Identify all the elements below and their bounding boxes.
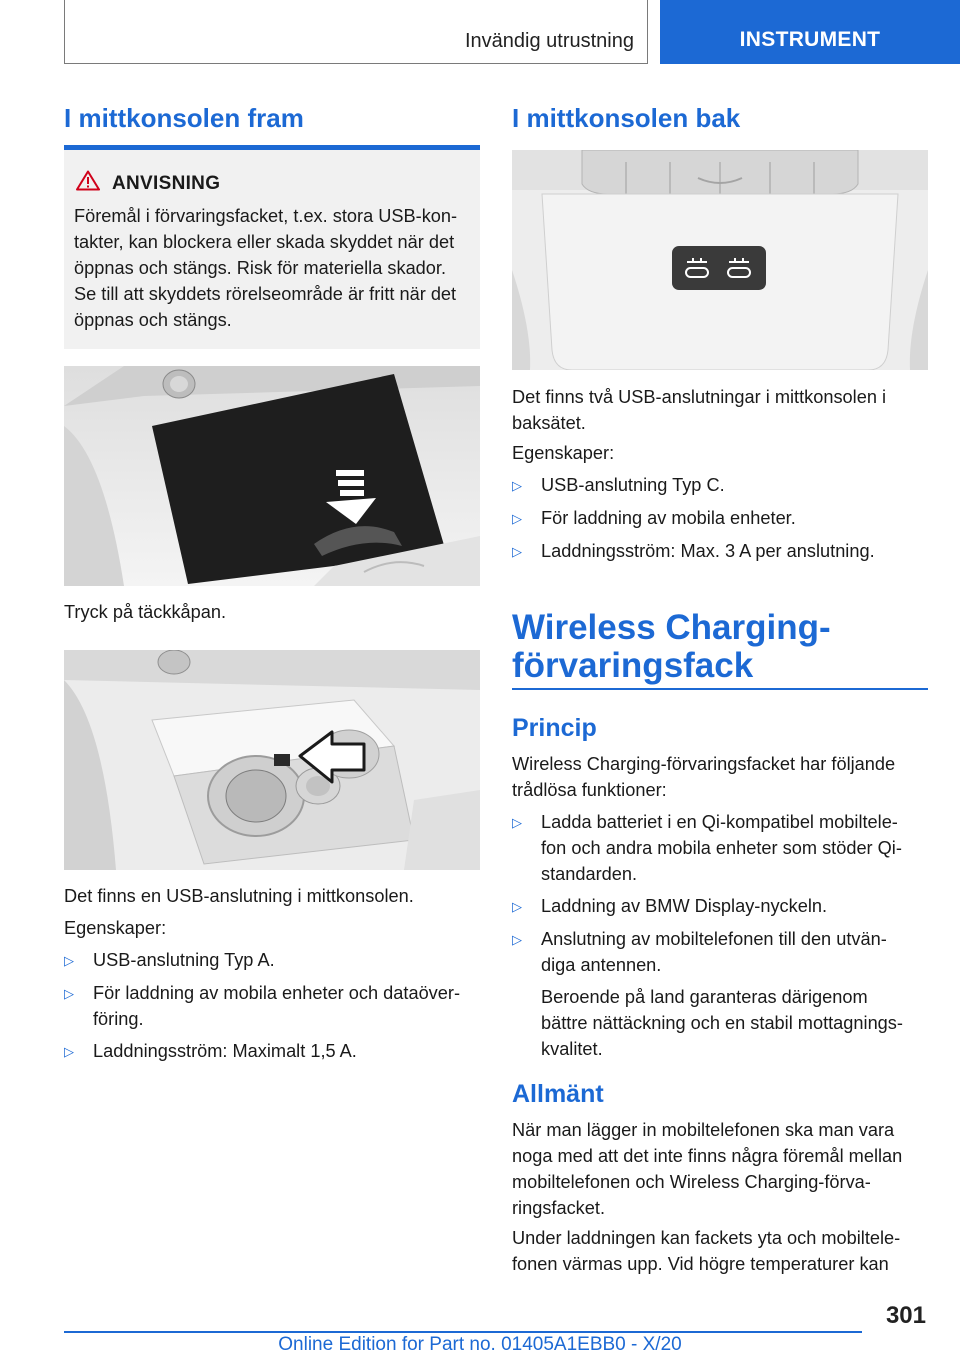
notice-header bbox=[76, 170, 472, 197]
list-item bbox=[64, 1038, 480, 1065]
caption-line: baksätet. bbox=[512, 413, 586, 433]
list-item bbox=[64, 947, 480, 974]
caption-press-cover: Tryck på täckkåpan. bbox=[64, 602, 227, 622]
notice-box bbox=[64, 150, 480, 349]
bullet-line: Ladda batteriet i en Qi-kompatibel mobiltele- bbox=[541, 812, 898, 832]
notice-text bbox=[74, 203, 472, 333]
bullet-line: För laddning av mobila enheter. bbox=[541, 508, 796, 528]
bullet-line: fon och andra mobila enheter som stöder Qi- bbox=[541, 838, 902, 858]
header-section-title: Invändig utrustning bbox=[464, 30, 634, 52]
bullet-line: USB-anslutning Typ C. bbox=[541, 475, 725, 495]
triangle-bullet-icon: ▷ bbox=[512, 899, 522, 914]
text-line: När man lägger in mobiltelefonen ska man vara bbox=[512, 1120, 895, 1140]
bullet-subparagraph bbox=[541, 984, 903, 1062]
bullet-line: Laddningsström: Maximalt 1,5 A. bbox=[93, 1041, 357, 1061]
text-line: Wireless Charging-förvaringsfacket har följande bbox=[512, 754, 896, 774]
notice-line: takter, kan blockera eller skada skyddet när det bbox=[74, 232, 455, 252]
list-item bbox=[512, 926, 928, 1062]
allmant-paragraph-2 bbox=[512, 1225, 900, 1277]
text-line: fonen värmas upp. Vid högre temperaturer kan bbox=[512, 1254, 889, 1274]
triangle-bullet-icon: ▷ bbox=[64, 1044, 74, 1059]
bullet-line: För laddning av mobila enheter och dataöver- bbox=[93, 983, 461, 1003]
list-item bbox=[64, 980, 480, 1032]
warning-icon bbox=[76, 170, 112, 197]
notice-line: Se till att skyddets rörelseområde är fritt när det bbox=[74, 284, 457, 304]
caption-line: Det finns två USB-anslutningar i mittkonsolen i bbox=[512, 387, 887, 407]
header-chapter-tab[interactable]: INSTRUMENT bbox=[660, 0, 960, 64]
triangle-bullet-icon: ▷ bbox=[512, 511, 522, 526]
title-line: Wireless Charging- bbox=[512, 608, 831, 647]
triangle-bullet-icon: ▷ bbox=[512, 478, 522, 493]
caption-usb-front: Det finns en USB-anslutning i mittkonsolen. bbox=[64, 886, 414, 906]
notice-line: Föremål i förvaringsfacket, t.ex. stora USB-kon- bbox=[74, 206, 458, 226]
bullet-line: Anslutning av mobiltelefonen till den utvän- bbox=[541, 929, 887, 949]
title-line: förvaringsfack bbox=[512, 646, 754, 685]
bullet-line: USB-anslutning Typ A. bbox=[93, 950, 275, 970]
princip-heading: Princip bbox=[512, 714, 597, 742]
triangle-bullet-icon: ▷ bbox=[512, 544, 522, 559]
triangle-bullet-icon: ▷ bbox=[64, 986, 74, 1001]
edition-footer: Online Edition for Part no. 01405A1EBB0 - X/20 bbox=[278, 1334, 682, 1355]
bullet-line: diga antennen. bbox=[541, 955, 662, 975]
wireless-charging-title bbox=[512, 609, 831, 685]
triangle-bullet-icon: ▷ bbox=[512, 815, 522, 830]
title-rule bbox=[512, 688, 928, 690]
triangle-bullet-icon: ▷ bbox=[512, 932, 522, 947]
triangle-bullet-icon: ▷ bbox=[64, 953, 74, 968]
text-line: mobiltelefonen och Wireless Charging-förva- bbox=[512, 1172, 871, 1192]
page-number: 301 bbox=[885, 1302, 926, 1329]
footer-rule bbox=[64, 1331, 862, 1333]
bullet-line: Beroende på land garanteras därigenom bbox=[541, 987, 868, 1007]
princip-bullet-list bbox=[512, 809, 928, 1062]
left-bullet-list bbox=[64, 947, 480, 1065]
console-cover-photo bbox=[64, 366, 480, 586]
notice-line: öppnas och stängs. Risk för materiella skador. bbox=[74, 258, 447, 278]
princip-intro bbox=[512, 751, 895, 803]
bullet-line: Laddning av BMW Display-nyckeln. bbox=[541, 896, 828, 916]
list-item bbox=[512, 472, 928, 499]
left-heading: I mittkonsolen fram bbox=[64, 103, 304, 133]
list-item bbox=[512, 809, 928, 887]
list-item bbox=[512, 893, 928, 920]
rear-usb-photo bbox=[512, 150, 928, 370]
text-line: ringsfacket. bbox=[512, 1198, 605, 1218]
notice-label: ANVISNING bbox=[112, 172, 221, 194]
list-item bbox=[512, 538, 928, 565]
notice-line: öppnas och stängs. bbox=[74, 310, 232, 330]
allmant-heading: Allmänt bbox=[512, 1080, 604, 1108]
text-line: trådlösa funktioner: bbox=[512, 780, 667, 800]
caption-usb-rear bbox=[512, 384, 886, 436]
allmant-paragraph-1 bbox=[512, 1117, 902, 1221]
bullet-line: standarden. bbox=[541, 864, 638, 884]
bullet-line: kvalitet. bbox=[541, 1039, 603, 1059]
text-line: Under laddningen kan fackets yta och mobiltele- bbox=[512, 1228, 901, 1248]
bullet-line: Laddningsström: Max. 3 A per anslutning. bbox=[541, 541, 875, 561]
bullet-line: föring. bbox=[93, 1009, 144, 1029]
right-heading: I mittkonsolen bak bbox=[512, 103, 741, 133]
right-bullet-list bbox=[512, 472, 928, 565]
list-item bbox=[512, 505, 928, 532]
bullet-line: bättre nättäckning och en stabil mottagnings- bbox=[541, 1013, 903, 1033]
text-line: noga med att det inte finns några föremål mellan bbox=[512, 1146, 903, 1166]
right-props-label: Egenskaper: bbox=[512, 443, 615, 463]
left-props-label: Egenskaper: bbox=[64, 918, 167, 938]
console-usb-photo bbox=[64, 650, 480, 870]
